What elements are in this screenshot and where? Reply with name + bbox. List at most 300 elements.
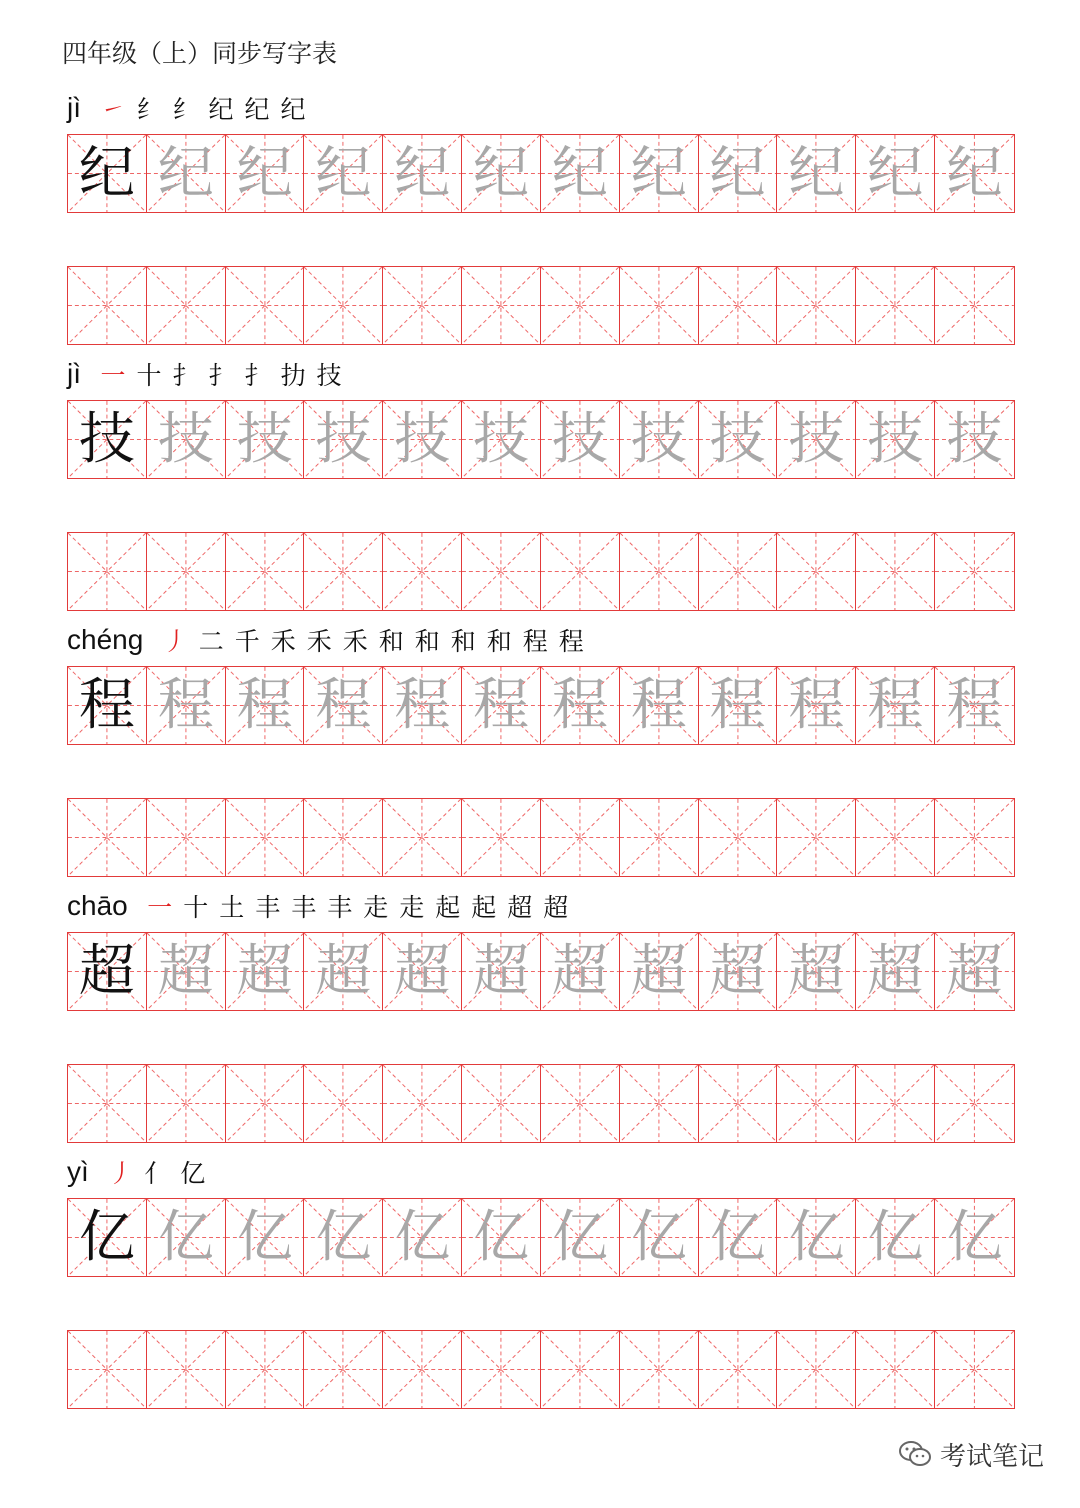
practice-row (67, 798, 1015, 877)
stroke-order (157, 622, 589, 658)
stroke-step: 起 (435, 893, 461, 922)
stroke-order (142, 888, 574, 924)
mi-grid (620, 533, 698, 610)
trace-character: 程 (315, 672, 372, 738)
mi-grid (699, 799, 777, 876)
trace-character: 超 (236, 938, 293, 1004)
tracing-row (67, 134, 1015, 213)
mi-grid (935, 267, 1014, 344)
practice-cell[interactable] (541, 1331, 620, 1408)
trace-character: 程 (788, 672, 845, 738)
trace-character: 超 (709, 938, 766, 1004)
tracing-row (67, 932, 1015, 1011)
stroke-order (95, 90, 311, 126)
stroke-step: 超 (543, 893, 569, 922)
practice-cell[interactable] (304, 533, 383, 610)
trace-cell[interactable] (541, 135, 620, 212)
character-block (67, 886, 1015, 1151)
trace-character: 纪 (315, 140, 372, 206)
trace-cell[interactable] (304, 1199, 383, 1276)
trace-character: 技 (394, 406, 451, 472)
trace-character: 技 (946, 406, 1003, 472)
stroke-step: 一 (100, 361, 126, 390)
stroke-step: 丰 (291, 893, 317, 922)
practice-cell[interactable] (777, 1065, 856, 1142)
trace-cell[interactable] (699, 1199, 778, 1276)
stroke-step: 丰 (255, 893, 281, 922)
trace-character: 程 (236, 672, 293, 738)
mi-grid (699, 533, 777, 610)
stroke-step: 程 (558, 627, 584, 656)
practice-cell[interactable] (68, 1065, 147, 1142)
practice-cell[interactable] (935, 1331, 1014, 1408)
mi-grid (935, 1331, 1014, 1408)
stroke-step: 扌 (244, 361, 270, 390)
pinyin-label: jì (67, 358, 81, 389)
mi-grid (147, 1331, 225, 1408)
mi-grid (383, 267, 461, 344)
tracing-row (67, 400, 1015, 479)
stroke-step: 纪 (208, 95, 234, 124)
character-header (67, 354, 1015, 394)
trace-character: 程 (630, 672, 687, 738)
stroke-step: 程 (522, 627, 548, 656)
trace-character: 亿 (315, 1204, 372, 1270)
practice-cell[interactable] (856, 1065, 935, 1142)
practice-cell[interactable] (856, 267, 935, 344)
trace-character: 纪 (394, 140, 451, 206)
trace-character: 纪 (788, 140, 845, 206)
mi-grid (777, 799, 855, 876)
stroke-step: 走 (363, 893, 389, 922)
trace-character: 纪 (630, 140, 687, 206)
trace-cell[interactable] (383, 1199, 462, 1276)
trace-character: 亿 (709, 1204, 766, 1270)
mi-grid (777, 533, 855, 610)
mi-grid (383, 1065, 461, 1142)
practice-cell[interactable] (383, 1331, 462, 1408)
practice-row (67, 1064, 1015, 1143)
mi-grid (935, 799, 1014, 876)
practice-cell[interactable] (777, 533, 856, 610)
mi-grid (226, 267, 304, 344)
trace-cell[interactable] (383, 401, 462, 478)
stroke-step: 一 (147, 893, 173, 922)
mi-grid (304, 533, 382, 610)
page-title: 四年级（上）同步写字表 (62, 39, 338, 68)
trace-cell[interactable] (935, 1199, 1014, 1276)
practice-cell[interactable] (699, 1331, 778, 1408)
mi-grid (541, 1331, 619, 1408)
mi-grid (304, 1331, 382, 1408)
practice-cell[interactable] (226, 267, 305, 344)
practice-cell[interactable] (620, 1065, 699, 1142)
stroke-step: 千 (234, 627, 260, 656)
mi-grid (462, 1331, 540, 1408)
model-character: 亿 (78, 1204, 135, 1270)
practice-cell[interactable] (541, 267, 620, 344)
practice-cell[interactable] (620, 533, 699, 610)
trace-character: 纪 (946, 140, 1003, 206)
trace-character: 亿 (946, 1204, 1003, 1270)
trace-character: 亿 (157, 1204, 214, 1270)
mi-grid (304, 267, 382, 344)
practice-cell[interactable] (620, 267, 699, 344)
trace-character: 超 (946, 938, 1003, 1004)
stroke-step: 超 (507, 893, 533, 922)
trace-cell[interactable] (856, 135, 935, 212)
stroke-step: 十 (183, 893, 209, 922)
trace-cell[interactable] (383, 667, 462, 744)
character-block (67, 1152, 1015, 1417)
trace-character: 程 (946, 672, 1003, 738)
trace-character: 程 (867, 672, 924, 738)
wechat-icon (898, 1439, 932, 1469)
trace-cell[interactable] (462, 667, 541, 744)
trace-character: 技 (236, 406, 293, 472)
stroke-step: 纪 (244, 95, 270, 124)
trace-character: 亿 (867, 1204, 924, 1270)
practice-cell[interactable] (856, 533, 935, 610)
stroke-step: 亿 (180, 1159, 206, 1188)
trace-cell[interactable] (620, 135, 699, 212)
trace-cell[interactable] (856, 1199, 935, 1276)
practice-cell[interactable] (226, 1065, 305, 1142)
trace-character: 技 (630, 406, 687, 472)
practice-cell[interactable] (541, 799, 620, 876)
practice-cell[interactable] (147, 533, 226, 610)
practice-cell[interactable] (68, 799, 147, 876)
trace-character: 程 (157, 672, 214, 738)
mi-grid (541, 267, 619, 344)
practice-cell[interactable] (777, 799, 856, 876)
practice-cell[interactable] (462, 1331, 541, 1408)
trace-cell[interactable] (777, 1199, 856, 1276)
mi-grid (304, 799, 382, 876)
practice-cell[interactable] (147, 1331, 226, 1408)
trace-cell[interactable] (777, 667, 856, 744)
practice-cell[interactable] (304, 799, 383, 876)
trace-cell[interactable] (147, 401, 226, 478)
mi-grid (777, 1331, 855, 1408)
mi-grid (68, 799, 146, 876)
trace-character: 超 (394, 938, 451, 1004)
model-cell[interactable] (68, 1199, 147, 1276)
mi-grid (541, 1065, 619, 1142)
trace-character: 纪 (709, 140, 766, 206)
character-header (67, 88, 1015, 128)
practice-cell[interactable] (620, 1331, 699, 1408)
practice-row (67, 266, 1015, 345)
model-cell[interactable] (68, 667, 147, 744)
trace-cell[interactable] (304, 135, 383, 212)
trace-character: 超 (157, 938, 214, 1004)
trace-character: 超 (473, 938, 530, 1004)
trace-character: 程 (394, 672, 451, 738)
character-header (67, 886, 1015, 926)
practice-cell[interactable] (462, 267, 541, 344)
pinyin-label: chéng (67, 624, 144, 655)
practice-cell[interactable] (226, 1331, 305, 1408)
trace-character: 技 (157, 406, 214, 472)
trace-cell[interactable] (304, 401, 383, 478)
trace-character: 技 (473, 406, 530, 472)
practice-cell[interactable] (935, 533, 1014, 610)
practice-cell[interactable] (226, 799, 305, 876)
trace-cell[interactable] (226, 933, 305, 1010)
trace-cell[interactable] (541, 933, 620, 1010)
mi-grid (226, 1065, 304, 1142)
mi-grid (147, 1065, 225, 1142)
practice-cell[interactable] (462, 533, 541, 610)
stroke-step: 扐 (280, 361, 306, 390)
mi-grid (699, 1065, 777, 1142)
trace-cell[interactable] (620, 401, 699, 478)
mi-grid (620, 1331, 698, 1408)
stroke-step: 和 (378, 627, 404, 656)
trace-character: 亿 (788, 1204, 845, 1270)
trace-cell[interactable] (462, 933, 541, 1010)
character-header (67, 1152, 1015, 1192)
character-header (67, 620, 1015, 660)
trace-character: 超 (867, 938, 924, 1004)
trace-cell[interactable] (856, 401, 935, 478)
practice-cell[interactable] (935, 267, 1014, 344)
practice-cell[interactable] (856, 1331, 935, 1408)
model-character: 纪 (78, 140, 135, 206)
trace-cell[interactable] (304, 933, 383, 1010)
mi-grid (226, 1331, 304, 1408)
stroke-step: 丿 (108, 1159, 134, 1188)
practice-cell[interactable] (541, 1065, 620, 1142)
stroke-step: ㇀ (100, 95, 126, 124)
mi-grid (620, 267, 698, 344)
character-block (67, 354, 1015, 619)
mi-grid (226, 799, 304, 876)
mi-grid (856, 1331, 934, 1408)
trace-cell[interactable] (226, 1199, 305, 1276)
trace-cell[interactable] (147, 1199, 226, 1276)
stroke-step: 丿 (162, 627, 188, 656)
trace-character: 亿 (551, 1204, 608, 1270)
mi-grid (383, 799, 461, 876)
practice-cell[interactable] (383, 799, 462, 876)
practice-cell[interactable] (777, 1331, 856, 1408)
practice-cell[interactable] (226, 533, 305, 610)
mi-grid (935, 1065, 1014, 1142)
watermark (898, 1432, 1044, 1476)
trace-cell[interactable] (620, 667, 699, 744)
trace-character: 技 (709, 406, 766, 472)
trace-cell[interactable] (462, 135, 541, 212)
trace-cell[interactable] (699, 933, 778, 1010)
stroke-step: 亻 (144, 1159, 170, 1188)
trace-cell[interactable] (304, 667, 383, 744)
practice-cell[interactable] (383, 1065, 462, 1142)
trace-cell[interactable] (777, 135, 856, 212)
trace-cell[interactable] (226, 667, 305, 744)
practice-cell[interactable] (777, 267, 856, 344)
trace-cell[interactable] (699, 667, 778, 744)
practice-cell[interactable] (68, 533, 147, 610)
trace-cell[interactable] (699, 401, 778, 478)
stroke-step: 丰 (327, 893, 353, 922)
practice-cell[interactable] (699, 267, 778, 344)
mi-grid (147, 267, 225, 344)
mi-grid (68, 1065, 146, 1142)
tracing-row (67, 666, 1015, 745)
trace-cell[interactable] (462, 401, 541, 478)
practice-cell[interactable] (68, 267, 147, 344)
practice-cell[interactable] (462, 1065, 541, 1142)
practice-cell[interactable] (304, 1331, 383, 1408)
practice-cell[interactable] (383, 533, 462, 610)
mi-grid (777, 267, 855, 344)
model-cell[interactable] (68, 933, 147, 1010)
trace-character: 程 (473, 672, 530, 738)
stroke-step: 十 (136, 361, 162, 390)
mi-grid (699, 1331, 777, 1408)
trace-cell[interactable] (856, 667, 935, 744)
trace-character: 亿 (236, 1204, 293, 1270)
stroke-step: 扌 (172, 361, 198, 390)
mi-grid (856, 533, 934, 610)
trace-cell[interactable] (383, 933, 462, 1010)
pinyin-label: yì (67, 1156, 89, 1187)
trace-cell[interactable] (147, 667, 226, 744)
practice-cell[interactable] (383, 267, 462, 344)
model-cell[interactable] (68, 135, 147, 212)
stroke-step: 扌 (208, 361, 234, 390)
mi-grid (68, 267, 146, 344)
trace-cell[interactable] (935, 933, 1014, 1010)
practice-cell[interactable] (304, 1065, 383, 1142)
character-block (67, 620, 1015, 885)
character-block (67, 88, 1015, 353)
mi-grid (462, 533, 540, 610)
stroke-step: 和 (486, 627, 512, 656)
pinyin-label: chāo (67, 890, 128, 921)
practice-row (67, 532, 1015, 611)
stroke-step: 纟 (172, 95, 198, 124)
trace-cell[interactable] (935, 135, 1014, 212)
stroke-step: 纪 (280, 95, 306, 124)
trace-cell[interactable] (777, 401, 856, 478)
trace-character: 纪 (867, 140, 924, 206)
trace-character: 亿 (473, 1204, 530, 1270)
mi-grid (541, 533, 619, 610)
stroke-order (95, 356, 347, 392)
mi-grid (935, 533, 1014, 610)
trace-cell[interactable] (935, 401, 1014, 478)
mi-grid (777, 1065, 855, 1142)
practice-cell[interactable] (856, 799, 935, 876)
mi-grid (856, 267, 934, 344)
trace-character: 纪 (157, 140, 214, 206)
mi-grid (462, 1065, 540, 1142)
stroke-step: 禾 (270, 627, 296, 656)
mi-grid (856, 1065, 934, 1142)
trace-character: 技 (551, 406, 608, 472)
tracing-row (67, 1198, 1015, 1277)
practice-cell[interactable] (620, 799, 699, 876)
practice-cell[interactable] (147, 1065, 226, 1142)
trace-cell[interactable] (935, 667, 1014, 744)
mi-grid (462, 799, 540, 876)
mi-grid (68, 533, 146, 610)
practice-cell[interactable] (147, 267, 226, 344)
mi-grid (620, 1065, 698, 1142)
trace-cell[interactable] (147, 135, 226, 212)
practice-cell[interactable] (68, 1331, 147, 1408)
stroke-step: 纟 (136, 95, 162, 124)
stroke-step: 二 (198, 627, 224, 656)
stroke-step: 禾 (306, 627, 332, 656)
trace-cell[interactable] (226, 401, 305, 478)
practice-cell[interactable] (304, 267, 383, 344)
mi-grid (383, 1331, 461, 1408)
trace-character: 纪 (551, 140, 608, 206)
trace-character: 超 (551, 938, 608, 1004)
model-character: 技 (78, 406, 135, 472)
trace-character: 程 (551, 672, 608, 738)
pinyin-label: jì (67, 92, 81, 123)
stroke-step: 和 (414, 627, 440, 656)
practice-cell[interactable] (699, 1065, 778, 1142)
trace-cell[interactable] (777, 933, 856, 1010)
mi-grid (304, 1065, 382, 1142)
trace-cell[interactable] (147, 933, 226, 1010)
trace-character: 技 (788, 406, 845, 472)
trace-cell[interactable] (541, 1199, 620, 1276)
trace-character: 超 (630, 938, 687, 1004)
trace-cell[interactable] (541, 667, 620, 744)
trace-cell[interactable] (226, 135, 305, 212)
trace-character: 亿 (394, 1204, 451, 1270)
watermark-text: 考试笔记 (940, 1441, 1045, 1472)
trace-cell[interactable] (856, 933, 935, 1010)
mi-grid (147, 533, 225, 610)
mi-grid (383, 533, 461, 610)
trace-cell[interactable] (462, 1199, 541, 1276)
trace-cell[interactable] (620, 933, 699, 1010)
practice-row (67, 1330, 1015, 1409)
practice-cell[interactable] (699, 799, 778, 876)
trace-cell[interactable] (541, 401, 620, 478)
practice-cell[interactable] (541, 533, 620, 610)
stroke-order (103, 1154, 211, 1190)
practice-cell[interactable] (699, 533, 778, 610)
practice-cell[interactable] (935, 799, 1014, 876)
mi-grid (462, 267, 540, 344)
practice-cell[interactable] (462, 799, 541, 876)
trace-character: 技 (867, 406, 924, 472)
practice-cell[interactable] (147, 799, 226, 876)
practice-cell[interactable] (935, 1065, 1014, 1142)
mi-grid (147, 799, 225, 876)
trace-character: 超 (788, 938, 845, 1004)
model-cell[interactable] (68, 401, 147, 478)
trace-character: 超 (315, 938, 372, 1004)
mi-grid (226, 533, 304, 610)
trace-cell[interactable] (383, 135, 462, 212)
model-character: 超 (78, 938, 135, 1004)
stroke-step: 禾 (342, 627, 368, 656)
trace-cell[interactable] (620, 1199, 699, 1276)
stroke-step: 走 (399, 893, 425, 922)
trace-character: 程 (709, 672, 766, 738)
trace-cell[interactable] (699, 135, 778, 212)
